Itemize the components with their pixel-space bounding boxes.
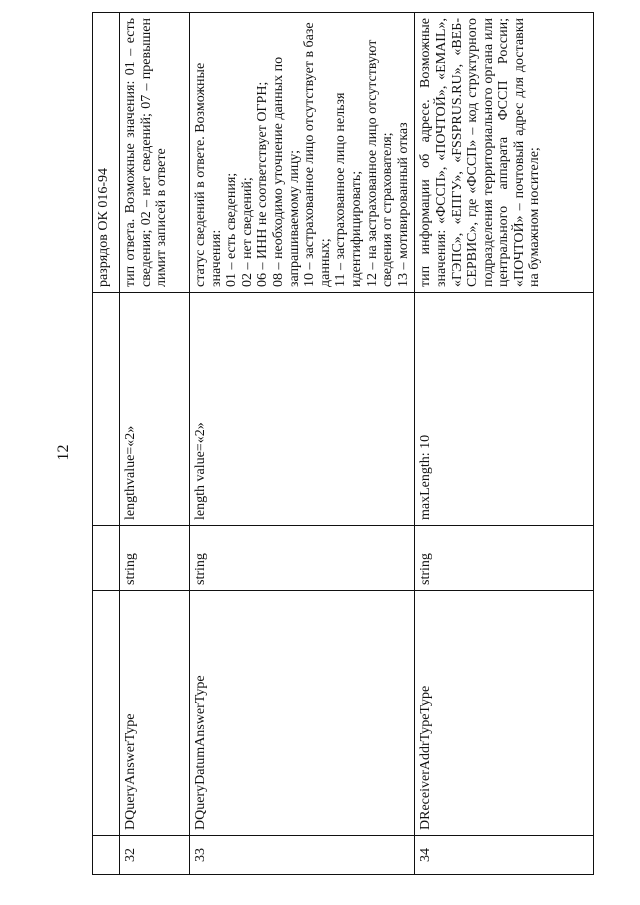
data-type-table (92, 12, 594, 875)
description-line: 10 – застрахованное лицо отсутствует в базе данных; (302, 22, 333, 287)
description-line: 13 – мотивированный отказ (395, 122, 411, 287)
table-row-continuation (93, 13, 120, 875)
cell-description (190, 13, 415, 293)
description-line: 12 – на застрахованное лицо отсутствуют сведения от страхователя; (364, 39, 396, 287)
cell-name: DQueryAnswerType (120, 591, 190, 836)
cell-num: 32 (120, 836, 190, 875)
description-line: 02 – нет сведений; (239, 177, 255, 287)
cell-restriction (93, 293, 120, 526)
description-line: 06 – ИНН не соответствует ОГРН; (255, 81, 271, 287)
cell-description: разрядов ОК 016-94 (93, 13, 120, 293)
cell-type: string (190, 526, 415, 591)
cell-description: тип информации об адресе. Возможные значения: «ФССП», «ПОЧТОЙ», «EMAIL», «ГЭПС», «ЕПГУ», «FSSPRUS.RU», «ВЕБ-СЕРВИС», где «ФССП» – код структурного подразделения территориального органа или центрального аппарата ФССП России; «ПОЧТОЙ» – почтовый адрес для доставки на бумажном носителе; (415, 13, 594, 293)
cell-name: DReceiverAddrTypeType (415, 591, 594, 836)
cell-type: string (415, 526, 594, 591)
table-row (190, 13, 415, 875)
cell-name: DQueryDatumAnswerType (190, 591, 415, 836)
description-line: 01 – есть сведения; (224, 172, 240, 287)
cell-type: string (120, 526, 190, 591)
cell-num: 34 (415, 836, 594, 875)
cell-num: 33 (190, 836, 415, 875)
description-line: статус сведений в ответе. Возможные значения: (193, 62, 224, 287)
cell-restriction: length value=«2» (190, 293, 415, 526)
cell-name (93, 591, 120, 836)
cell-num (93, 836, 120, 875)
page-number: 12 (55, 444, 72, 461)
table-row (120, 13, 190, 875)
description-line: 11 – застрахованное лицо нельзя идентифицировать; (333, 92, 364, 287)
cell-restriction: maxLength: 10 (415, 293, 594, 526)
cell-restriction: lengthvalue=«2» (120, 293, 190, 526)
description-line: 08 – необходимо уточнение данных по запрашиваемому лицу; (270, 56, 302, 287)
table-row (415, 13, 594, 875)
cell-description: тип ответа. Возможные значения: 01 – есть сведения; 02 – нет сведений; 07 – превышен лимит записей в ответе (120, 13, 190, 293)
cell-type (93, 526, 120, 591)
